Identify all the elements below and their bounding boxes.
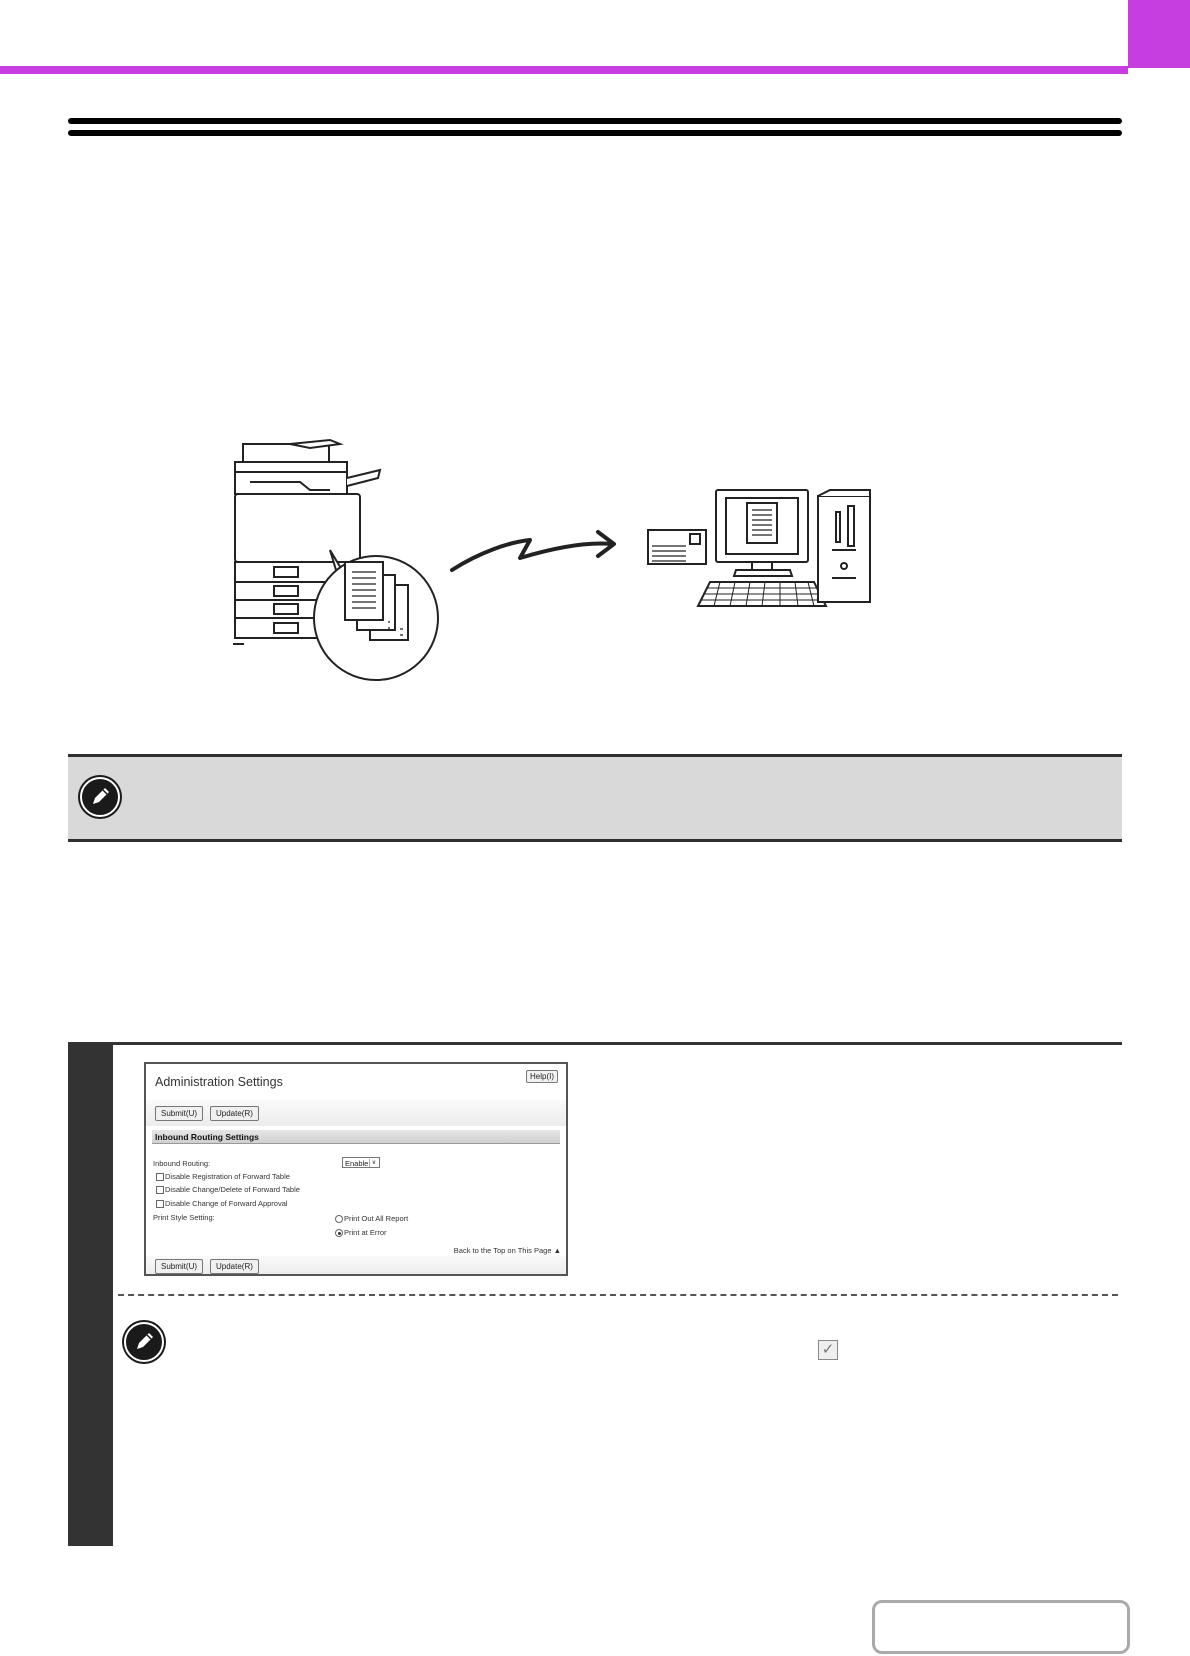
note-box xyxy=(68,754,1122,842)
header-accent-rule xyxy=(0,66,1128,74)
help-button: Help(I) xyxy=(526,1070,558,1083)
dashed-divider xyxy=(118,1294,1118,1296)
print-style-option-all: Print Out All Report xyxy=(344,1214,409,1223)
inbound-routing-label: Inbound Routing: xyxy=(153,1159,211,1168)
admin-settings-title: Administration Settings xyxy=(155,1075,283,1089)
radio-selected-icon xyxy=(335,1229,343,1237)
page-nav-badge[interactable] xyxy=(872,1600,1130,1654)
back-to-top-link: Back to the Top on This Page ▲ xyxy=(453,1246,561,1255)
radio-icon xyxy=(335,1215,343,1223)
forwarding-illustration xyxy=(230,430,930,710)
update-button-bottom: Update(R) xyxy=(210,1259,259,1274)
inbound-routing-section-header: Inbound Routing Settings xyxy=(152,1130,560,1144)
update-button: Update(R) xyxy=(210,1106,259,1121)
admin-settings-screenshot xyxy=(144,1062,568,1276)
chevron-down-icon: ∨ xyxy=(369,1159,378,1167)
step-sidebar xyxy=(68,1045,113,1546)
header-accent-tab xyxy=(1128,0,1190,68)
option-disable-registration: Disable Registration of Forward Table xyxy=(165,1172,290,1181)
print-style-option-error: Print at Error xyxy=(344,1228,387,1237)
submit-button-bottom: Submit(U) xyxy=(155,1259,203,1274)
option-disable-change-delete: Disable Change/Delete of Forward Table xyxy=(165,1185,300,1194)
inbound-routing-value: Enable xyxy=(345,1159,369,1168)
checkbox-checked-icon: ✓ xyxy=(818,1340,838,1360)
checkbox-icon xyxy=(156,1186,164,1194)
option-disable-approval-change: Disable Change of Forward Approval xyxy=(165,1199,288,1208)
transfer-arrow-icon xyxy=(452,532,614,570)
checkbox-icon xyxy=(156,1200,164,1208)
checkbox-icon xyxy=(156,1173,164,1181)
email-envelope-icon xyxy=(648,530,706,564)
submit-button: Submit(U) xyxy=(155,1106,203,1121)
admin-toolbar-bottom xyxy=(146,1256,566,1274)
title-rule-top xyxy=(68,118,1122,124)
computer-icon xyxy=(698,490,870,606)
title-rule-bottom xyxy=(68,130,1122,136)
header-band xyxy=(0,0,1190,74)
print-style-label: Print Style Setting: xyxy=(153,1213,215,1222)
pencil-icon xyxy=(80,777,120,817)
step-top-rule xyxy=(68,1042,1122,1045)
admin-toolbar-top xyxy=(146,1100,566,1126)
pencil-icon xyxy=(124,1322,164,1362)
inbound-routing-select xyxy=(342,1157,380,1168)
